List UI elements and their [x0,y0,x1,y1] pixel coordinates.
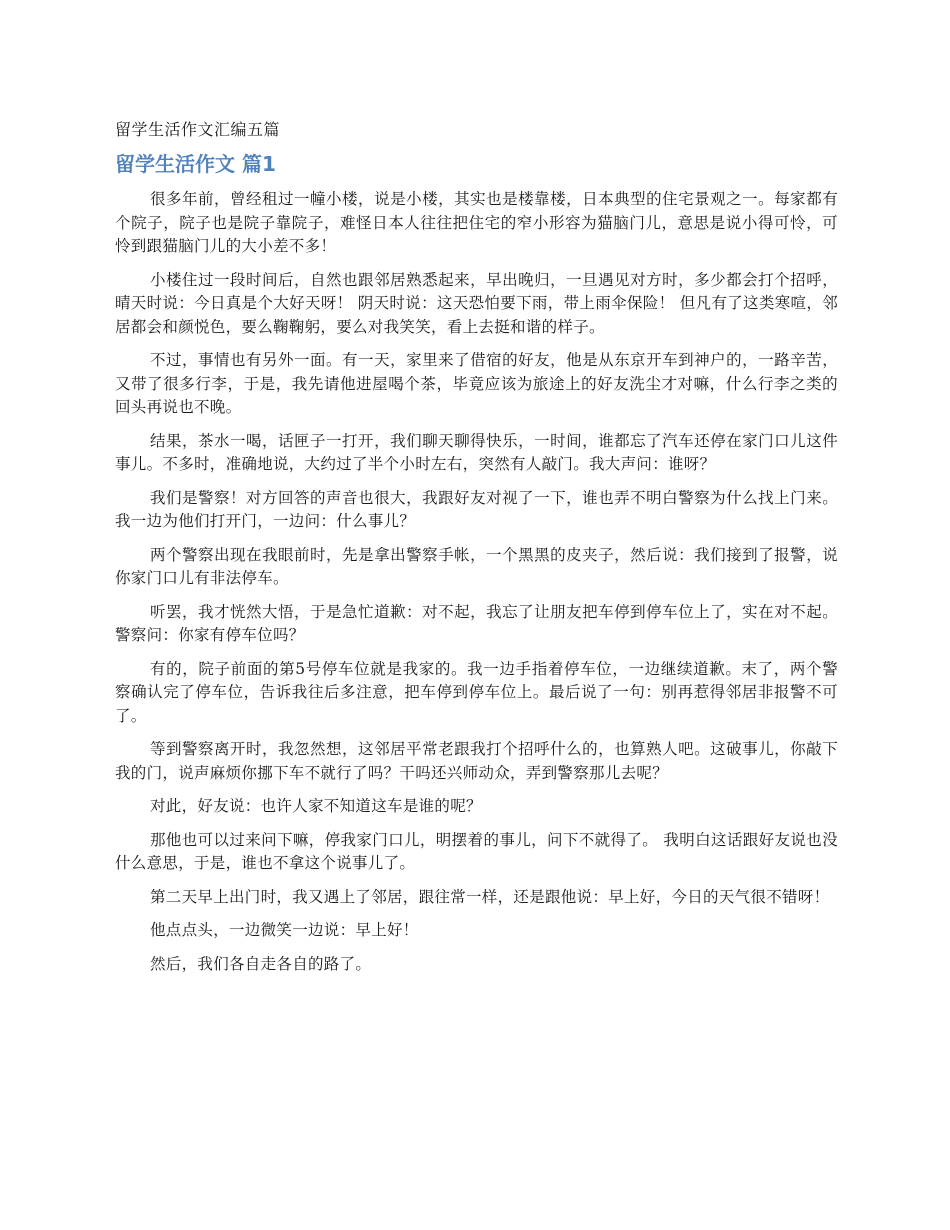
paragraph-14: 然后，我们各自走各自的路了。 [150,954,372,973]
paragraph-1: 很多年前，曾经租过一幢小楼，说是小楼，其实也是楼靠楼，日本典型的住宅景观之一。每家都有个院子，院子也是院子靠院子，难怪日本人往往把住宅的窄小形容为猫脑门儿，意思是说小得可怜，可怜到跟猫脑门儿的大小差不多！ [115,190,838,255]
paragraph-10: 对此，好友说：也许人家不知道这车是谁的呢？ [150,797,482,815]
paragraph-2: 小楼住过一段时间后，自然也跟邻居熟悉起来，早出晚归，一旦遇见对方时，多少都会打个招呼，晴天时说：今日真是个大好天呀！ 阴天时说：这天恐怕要下雨，带上雨伞保险！ 但凡有了这类寒喧，邻居都会和颜悦色，要么鞠鞠躬，要么对我笑笑，看上去挺和谐的样子。 [115,270,838,336]
paragraph-5: 我们是警察！对方回答的声音也很大，我跟好友对视了一下，谁也弄不明白警察为什么找上门来。我一边为他们打开门，一边问：什么事儿？ [115,488,838,530]
article-body [115,188,838,976]
paragraph-12: 第二天早上出门时，我又遇上了邻居，跟往常一样，还是跟他说：早上好，今日的天气很不错呀！ [150,887,830,906]
paragraph-9: 等到警察离开时，我忽然想，这邻居平常老跟我打个招呼什么的，也算熟人吧。这破事儿，你敲下我的门，说声麻烦你挪下车不就行了吗？干吗还兴师动众，弄到警察那儿去呢？ [115,740,838,782]
paragraph-6: 两个警察出现在我眼前时，先是拿出警察手帐，一个黑黑的皮夹子，然后说：我们接到了报警，说你家门口儿有非法停车。 [115,545,838,587]
paragraph-13: 他点点头，一边微笑一边说：早上好！ [150,921,419,939]
document-title: 留学生活作文汇编五篇 [115,120,281,139]
paragraph-4: 结果，茶水一喝，话匣子一打开，我们聊天聊得快乐，一时间，谁都忘了汽车还停在家门口儿这件事儿。不多时，准确地说，大约过了半个小时左右，突然有人敲门。我大声问：谁呀？ [115,431,838,473]
document-page [115,118,838,986]
paragraph-3: 不过，事情也有另外一面。有一天，家里来了借宿的好友，他是从东京开车到神户的，一路辛苦，又带了很多行李，于是，我先请他进屋喝个茶，毕竟应该为旅途上的好友洗尘才对嘛，什么行李之类的回头再说也不晚。 [115,351,838,416]
paragraph-8: 有的，院子前面的第5号停车位就是我家的。我一边手指着停车位，一边继续道歉。末了，两个警察确认完了停车位，告诉我往后多注意，把车停到停车位上。最后说了一句：别再惹得邻居非报警不可了。 [115,659,838,725]
paragraph-11: 那他也可以过来问下嘛，停我家门口儿，明摆着的事儿，问下不就得了。 我明白这话跟好友说也没什么意思，于是，谁也不拿这个说事儿了。 [115,830,838,872]
section-heading: 留学生活作文 篇1 [115,152,276,176]
paragraph-7: 听罢，我才恍然大悟，于是急忙道歉：对不起，我忘了让朋友把车停到停车位上了，实在对不起。 警察问：你家有停车位吗？ [115,602,838,644]
